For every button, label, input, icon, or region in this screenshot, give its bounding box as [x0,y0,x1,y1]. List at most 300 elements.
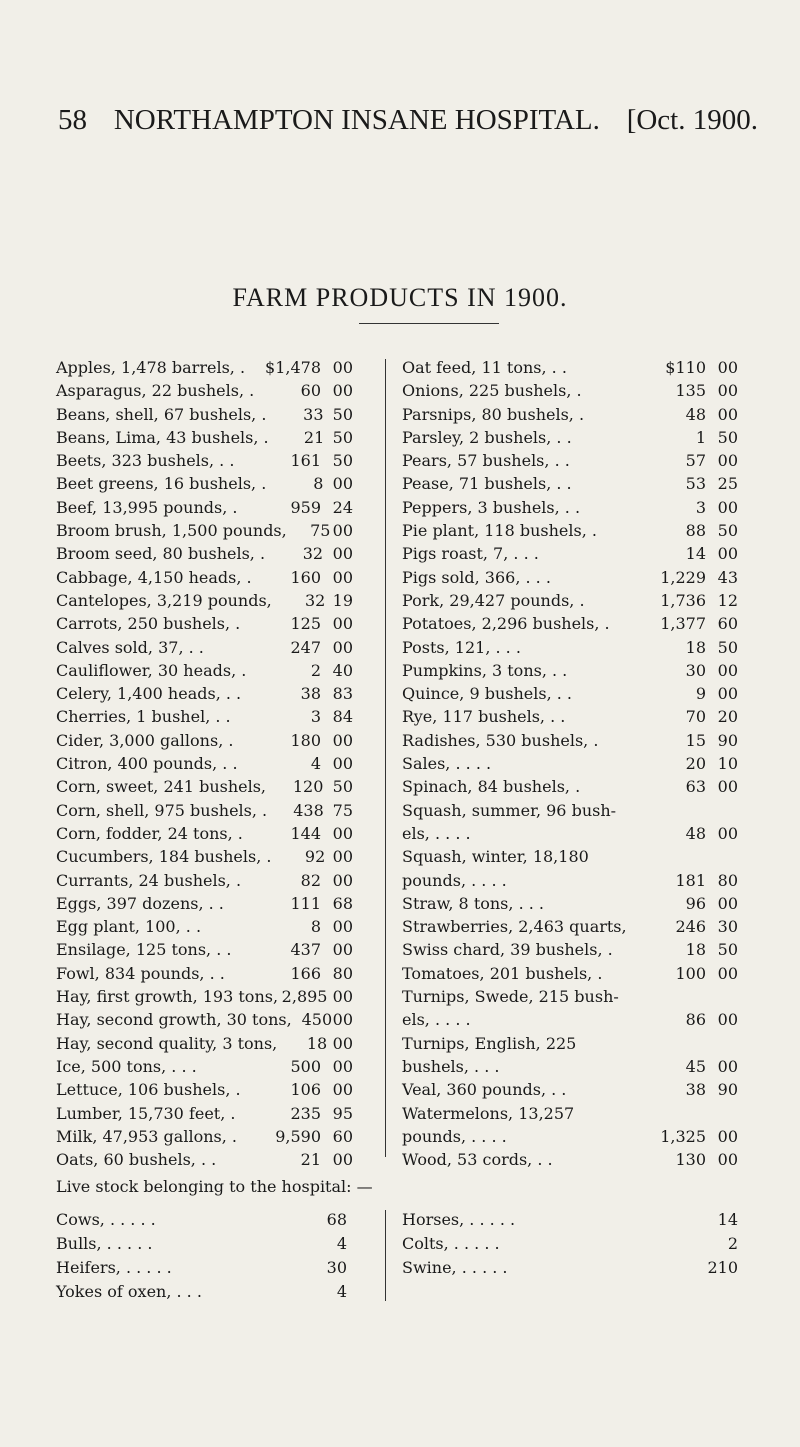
product-dollars: $110 [665,358,706,377]
product-row [56,356,353,379]
livestock-label: Bulls, . . . . . [56,1234,153,1253]
livestock-row [56,1280,347,1304]
product-cents: 00 [717,1150,738,1170]
product-dollars: 1,377 [660,614,706,634]
livestock-count: 30 [326,1258,347,1277]
product-row [402,938,738,961]
product-row [56,729,353,752]
livestock-column-divider [385,1210,386,1301]
product-cents: 00 [717,451,738,471]
product-row [402,799,738,822]
product-cents: 80 [717,870,738,890]
product-cents: 00 [332,544,353,564]
product-cents: 00 [717,684,738,704]
product-row [402,1125,738,1148]
product-row [56,985,353,1008]
product-cents: 00 [717,497,738,517]
page-header [58,104,758,137]
product-label: Cherries, 1 bushel, . . [56,707,231,727]
product-label: Onions, 225 bushels, . [402,381,582,401]
product-row [56,892,353,915]
product-cents: 30 [717,917,738,937]
product-cents: 00 [332,917,353,937]
product-row [402,1008,738,1031]
product-cents: 00 [332,381,353,401]
product-row [56,1055,353,1078]
product-cents: 00 [717,1056,738,1076]
product-dollars: 500 [290,1056,321,1076]
product-dollars: 14 [685,544,706,564]
product-row [56,938,353,961]
product-dollars: 100 [675,963,706,983]
product-row [56,1008,353,1031]
product-dollars: 437 [290,940,321,960]
title-rule [359,323,499,324]
product-row [56,472,353,495]
product-row [402,869,738,892]
product-label: Asparagus, 22 bushels, . [56,381,255,401]
product-dollars: 959 [290,497,321,517]
product-row [56,379,353,402]
product-cents: 90 [717,730,738,750]
product-label: Swiss chard, 39 bushels, . [402,940,613,960]
product-cents: 00 [717,404,738,424]
product-cents: 10 [717,754,738,774]
product-cents: 00 [332,1056,353,1076]
product-cents [706,985,738,1008]
product-row [56,845,353,868]
product-row [56,449,353,472]
product-cents: 00 [332,1080,353,1100]
product-cents: 00 [717,381,738,401]
product-dollars: 15 [685,730,706,750]
product-dollars: 1,736 [660,590,706,610]
product-cents: 00 [332,358,353,377]
product-label: Hay, second growth, 30 tons, [56,1010,292,1030]
product-label: Apples, 1,478 barrels, . [56,358,246,377]
livestock-row [402,1208,738,1232]
product-row [56,822,353,845]
product-dollars: 120 [292,777,324,797]
product-cents: 00 [332,1150,353,1170]
page-title: FARM PRODUCTS IN 1900. [232,283,568,312]
running-title: NORTHAMPTON INSANE HOSPITAL. [113,104,600,136]
product-dollars: 33 [303,404,324,424]
product-dollars: 18 [685,637,706,657]
livestock-row [56,1256,347,1280]
product-cents: 00 [332,823,353,843]
product-label: Carrots, 250 bushels, . [56,614,241,634]
product-label: Squash, winter, 18,180 [402,847,589,867]
product-cents: 00 [332,987,353,1007]
livestock-heading: Live stock belonging to the hospital: — [56,1177,373,1196]
livestock-row [56,1208,347,1232]
product-dollars [648,1032,706,1055]
livestock-label: Heifers, . . . . . [56,1258,172,1277]
product-label: Calves sold, 37, . . [56,637,204,657]
product-label: Beans, Lima, 43 bushels, . [56,427,269,447]
product-cents [706,1102,738,1125]
product-cents: 00 [332,754,353,774]
livestock-row [56,1232,347,1256]
product-cents: 50 [332,451,353,471]
product-cents: 60 [717,614,738,634]
product-label: Squash, summer, 96 bush- [402,800,617,820]
product-label: Pigs sold, 366, . . . [402,567,551,587]
product-cents: 50 [717,637,738,657]
product-row [402,426,738,449]
livestock-count: 14 [717,1210,738,1229]
product-row [56,705,353,728]
product-cents: 50 [332,427,353,447]
product-label: Pease, 71 bushels, . . [402,474,572,494]
livestock-label: Cows, . . . . . [56,1210,156,1229]
product-label: Cauliflower, 30 heads, . [56,660,247,680]
product-dollars: 144 [290,823,321,843]
product-cents: 00 [717,1126,738,1146]
product-label: Broom brush, 1,500 pounds, [56,521,287,541]
product-cents [706,845,738,868]
product-label: Corn, fodder, 24 tons, . [56,823,243,843]
product-label: els, . . . . [402,823,471,843]
product-cents: 20 [717,707,738,727]
product-dollars: 45 [685,1056,706,1076]
product-row [402,822,738,845]
product-cents: 00 [332,730,353,750]
product-row [56,752,353,775]
product-dollars: 160 [290,567,321,587]
product-dollars: 438 [293,800,324,820]
product-dollars: 57 [685,451,706,471]
product-dollars: 125 [290,614,321,634]
product-label: Parsnips, 80 bushels, . [402,404,585,424]
product-row [402,589,738,612]
product-row [402,472,738,495]
product-row [402,496,738,519]
product-row [402,682,738,705]
livestock-row [402,1232,738,1256]
product-row [56,775,353,798]
product-row [56,659,353,682]
product-label: Beets, 323 bushels, . . [56,451,235,471]
product-label: Fowl, 834 pounds, . . [56,963,225,983]
product-dollars: 75 [310,521,331,541]
product-row [402,379,738,402]
livestock-count: 4 [336,1282,347,1301]
product-cents: 00 [332,847,353,867]
column-divider [385,359,386,1157]
product-cents: 00 [332,1010,353,1030]
product-row [56,426,353,449]
product-row [402,659,738,682]
product-row [402,636,738,659]
product-label: Potatoes, 2,296 bushels, . [402,614,610,634]
product-dollars: 32 [304,590,326,610]
product-cents: 00 [717,1010,738,1030]
product-dollars: 247 [290,637,321,657]
product-dollars: 38 [300,684,321,704]
product-label: Sales, . . . . [402,754,492,774]
product-label: Pigs roast, 7, . . . [402,544,539,564]
product-row [56,869,353,892]
product-label: Celery, 1,400 heads, . . [56,684,242,704]
product-row [56,1078,353,1101]
product-cents: 90 [717,1080,738,1100]
product-cents: 00 [717,963,738,983]
product-label: Broom seed, 80 bushels, . [56,544,266,564]
product-cents: 12 [717,590,738,610]
product-cents: 50 [332,777,353,797]
product-row [56,566,353,589]
product-label: bushels, . . . [402,1056,500,1076]
product-label: Rye, 117 bushels, . . [402,707,566,727]
product-label: Egg plant, 100, . . [56,917,202,937]
product-row [402,403,738,426]
product-cents: 00 [717,893,738,913]
product-row [56,915,353,938]
product-dollars: 3 [310,707,321,727]
product-label: Beet greens, 16 bushels, . [56,474,267,494]
product-cents: 75 [332,800,353,820]
product-dollars: 92 [304,847,326,867]
product-cents: 00 [332,614,353,634]
product-dollars: 2 [310,660,321,680]
product-cents: 43 [717,567,738,587]
product-label: Pork, 29,427 pounds, . [402,590,585,610]
product-row [402,449,738,472]
product-label: Eggs, 397 dozens, . . [56,893,224,913]
product-dollars: 135 [675,381,706,401]
product-dollars: 9 [695,684,706,704]
product-row [402,1032,738,1055]
product-cents: 84 [332,707,353,727]
product-cents: 00 [332,940,353,960]
product-cents: 83 [332,684,353,704]
product-dollars: 1,325 [660,1126,706,1146]
livestock-count: 2 [727,1234,738,1253]
product-dollars: 180 [290,730,321,750]
product-cents: 24 [332,497,353,517]
product-row [56,1148,353,1171]
product-label: Cucumbers, 184 bushels, . [56,847,272,867]
product-row [402,1055,738,1078]
product-dollars: 21 [303,427,325,447]
product-dollars: 60 [300,381,321,401]
product-dollars: 20 [685,754,706,774]
product-row [56,799,353,822]
product-label: Oats, 60 bushels, . . [56,1150,217,1170]
product-dollars: 4 [310,754,321,774]
product-row [402,1102,738,1125]
product-dollars: 18 [306,1033,328,1053]
product-label: Posts, 121, . . . [402,637,521,657]
product-label: Radishes, 530 bushels, . [402,730,599,750]
product-dollars: 63 [685,777,706,797]
product-row [56,519,353,542]
product-row [56,1032,353,1055]
product-row [402,775,738,798]
product-label: Pears, 57 bushels, . . [402,451,570,471]
product-row [56,542,353,565]
product-cents: 80 [332,963,353,983]
product-cents: 00 [717,777,738,797]
product-row [56,962,353,985]
product-cents: 00 [332,567,353,587]
product-row [56,496,353,519]
product-label: Turnips, Swede, 215 bush- [402,987,619,1007]
product-label: Straw, 8 tons, . . . [402,893,544,913]
product-cents: 50 [717,940,738,960]
page-number: 58 [58,104,87,136]
product-label: Pumpkins, 3 tons, . . [402,660,568,680]
livestock-left-column [56,1208,347,1304]
livestock-label: Swine, . . . . . [402,1258,508,1277]
product-dollars: 166 [290,963,321,983]
product-dollars: 53 [685,474,706,494]
product-cents: 68 [332,893,353,913]
product-dollars [648,1102,706,1125]
product-dollars: 161 [290,451,321,471]
product-row [402,566,738,589]
product-label: Parsley, 2 bushels, . . [402,427,572,447]
product-cents [706,799,738,822]
livestock-label: Colts, . . . . . [402,1234,500,1253]
product-dollars: 48 [685,823,706,843]
product-cents: 00 [332,1033,353,1053]
product-row [402,752,738,775]
product-dollars: 246 [675,917,706,937]
product-cents: 00 [332,870,353,890]
livestock-count: 210 [707,1258,738,1277]
product-label: Oat feed, 11 tons, . . [402,358,567,377]
product-row [402,892,738,915]
product-row [56,589,353,612]
product-label: Hay, second quality, 3 tons, [56,1033,278,1053]
product-row [56,682,353,705]
product-label: Hay, first growth, 193 tons, [56,987,279,1007]
livestock-row [402,1256,738,1280]
product-cents: 00 [717,544,738,564]
product-dollars: 86 [685,1010,706,1030]
product-label: Pie plant, 118 bushels, . [402,521,597,541]
product-label: Quince, 9 bushels, . . [402,684,572,704]
product-label: Ice, 500 tons, . . . [56,1056,197,1076]
product-dollars: 2,895 [281,987,328,1007]
livestock-right-column [402,1208,738,1280]
product-dollars: 450 [301,1010,333,1030]
product-row [56,612,353,635]
product-cents: 00 [332,521,353,541]
product-dollars: 18 [685,940,706,960]
product-label: Watermelons, 13,257 [402,1103,575,1123]
product-label: Peppers, 3 bushels, . . [402,497,581,517]
product-label: Milk, 47,953 gallons, . [56,1126,237,1146]
product-dollars: 70 [685,707,706,727]
product-row [56,636,353,659]
product-dollars: 181 [675,870,706,890]
product-dollars: 96 [685,893,706,913]
product-dollars: 8 [313,474,324,494]
products-left-column [56,356,353,1171]
livestock-count: 4 [336,1234,347,1253]
product-dollars: 32 [302,544,324,564]
product-cents [706,1032,738,1055]
product-dollars: $1,478 [265,358,321,377]
product-cents: 50 [717,427,738,447]
products-right-column [402,356,738,1171]
product-row [402,1078,738,1101]
product-cents: 50 [332,404,353,424]
product-dollars: 235 [290,1103,321,1123]
product-label: els, . . . . [402,1010,471,1030]
product-dollars: 106 [290,1080,321,1100]
product-cents: 25 [717,474,738,494]
product-dollars [648,985,706,1008]
product-cents: 00 [332,637,353,657]
product-label: Beans, shell, 67 bushels, . [56,404,267,424]
product-dollars: 111 [290,893,321,913]
product-label: Cider, 3,000 gallons, . [56,730,234,750]
product-dollars: 48 [685,404,706,424]
product-dollars: 88 [685,521,706,541]
product-label: Corn, sweet, 241 bushels, [56,777,267,797]
product-label: Lumber, 15,730 feet, . [56,1103,236,1123]
product-dollars [648,799,706,822]
product-dollars [648,845,706,868]
product-dollars: 130 [675,1150,706,1170]
product-row [402,1148,738,1171]
product-label: Beef, 13,995 pounds, . [56,497,238,517]
product-label: Strawberries, 2,463 quarts, [402,917,627,937]
product-label: pounds, . . . . [402,1126,507,1146]
product-dollars: 9,590 [275,1126,321,1146]
product-row [402,985,738,1008]
product-cents: 50 [717,521,738,541]
product-dollars: 30 [685,660,706,680]
product-cents: 60 [332,1126,353,1146]
product-cents: 40 [332,660,353,680]
product-label: Cantelopes, 3,219 pounds, [56,590,272,610]
product-row [402,542,738,565]
product-row [402,845,738,868]
product-cents: 00 [332,474,353,494]
product-label: Citron, 400 pounds, . . [56,754,238,774]
product-label: Spinach, 84 bushels, . [402,777,581,797]
product-cents: 00 [717,660,738,680]
product-label: Ensilage, 125 tons, . . [56,940,232,960]
product-row [402,612,738,635]
product-label: Tomatoes, 201 bushels, . [402,963,603,983]
livestock-label: Yokes of oxen, . . . [56,1282,202,1301]
product-label: Lettuce, 106 bushels, . [56,1080,241,1100]
product-row [402,356,738,379]
product-cents: 00 [717,823,738,843]
livestock-count: 68 [326,1210,347,1229]
livestock-label: Horses, . . . . . [402,1210,516,1229]
product-dollars: 38 [685,1080,706,1100]
product-cents: 19 [332,590,353,610]
product-row [402,519,738,542]
product-label: Currants, 24 bushels, . [56,870,242,890]
product-row [56,1102,353,1125]
product-dollars: 8 [310,917,321,937]
product-label: Veal, 360 pounds, . . [402,1080,567,1100]
product-row [402,962,738,985]
product-cents: 00 [717,358,738,377]
product-row [402,915,738,938]
product-label: Wood, 53 cords, . . [402,1150,553,1170]
product-row [56,1125,353,1148]
